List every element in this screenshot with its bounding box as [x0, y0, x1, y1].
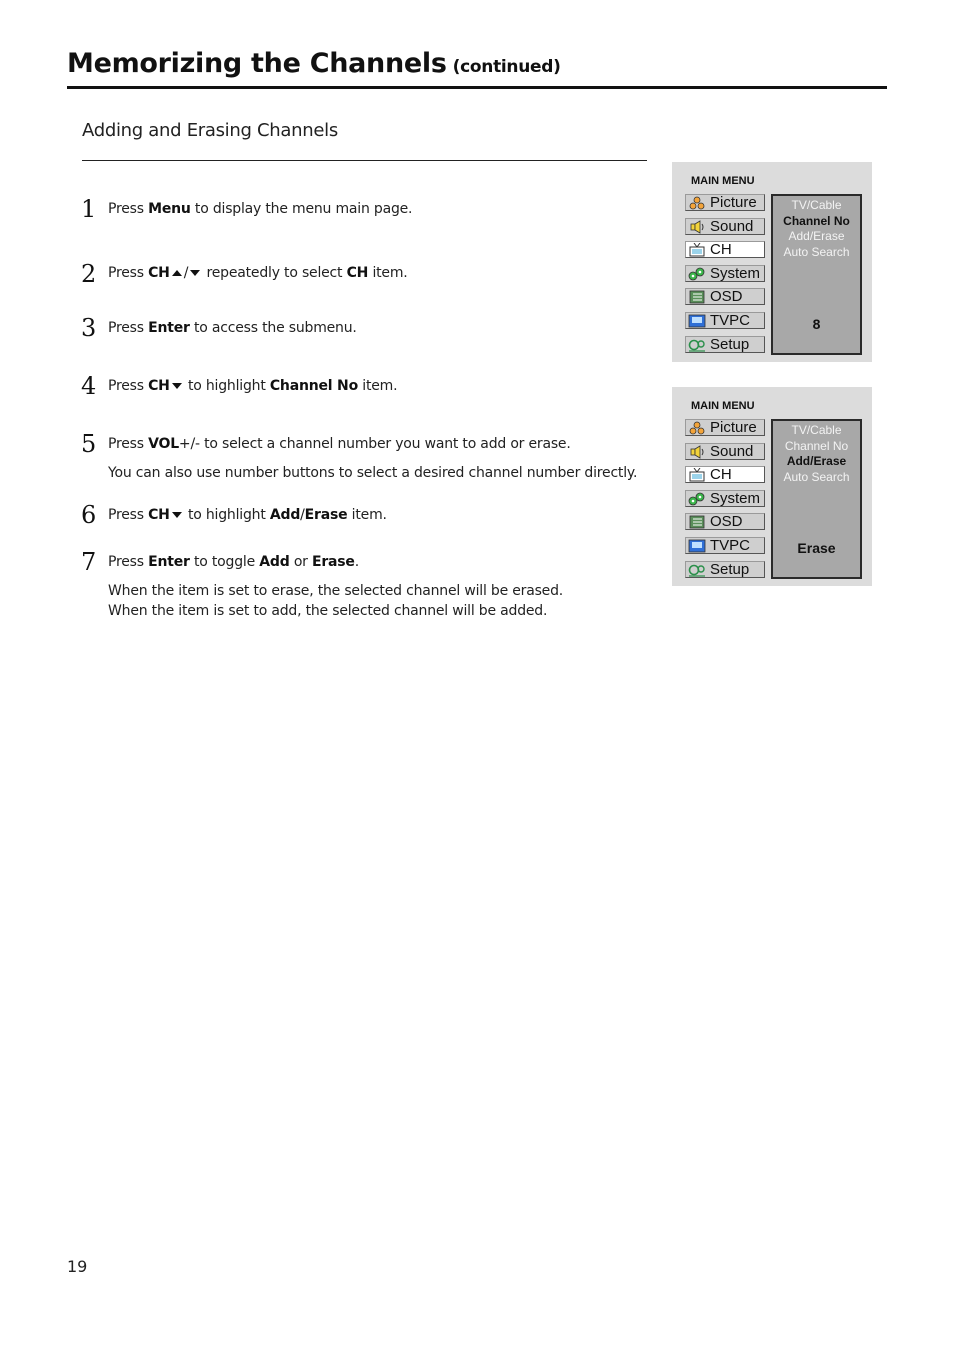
menu-item-picture[interactable]	[685, 194, 765, 211]
submenu-panel	[771, 194, 862, 355]
menu-title: MAIN MENU	[691, 400, 755, 412]
menu-item-tvpc[interactable]	[685, 537, 765, 554]
monitor-icon	[688, 314, 706, 328]
menu-item-sound[interactable]	[685, 443, 765, 460]
list-icon	[688, 290, 706, 304]
page-title	[67, 48, 561, 79]
step-text: Press VOL+/- to select a channel number you want to add or erase.	[108, 436, 571, 452]
menu-item-list	[685, 419, 765, 584]
monitor-icon	[688, 539, 706, 553]
menu-item-sound[interactable]	[685, 218, 765, 235]
menu-item-osd[interactable]	[685, 288, 765, 305]
submenu-item[interactable]: Channel No	[783, 213, 850, 228]
step-text: Press Enter to access the submenu.	[108, 320, 357, 336]
section-rule	[82, 160, 647, 161]
menu-item-label: TVPC	[710, 536, 751, 554]
menu-item-label: Setup	[710, 560, 750, 578]
step-text: Press CH / repeatedly to select CH item.	[108, 265, 408, 281]
arrow-down-icon	[172, 512, 182, 518]
step-number: 4	[81, 372, 97, 400]
menu-screenshot	[672, 162, 872, 362]
speaker-icon	[688, 220, 706, 234]
step-number: 5	[81, 430, 97, 458]
menu-title: MAIN MENU	[691, 175, 755, 187]
step-text: Press CH to highlight Channel No item.	[108, 378, 398, 394]
step-text: Press Menu to display the menu main page.	[108, 201, 413, 217]
submenu-item[interactable]: TV/Cable	[791, 198, 842, 212]
list-icon	[688, 515, 706, 529]
menu-item-label: Sound	[710, 217, 754, 235]
title-text: Memorizing the Channels	[67, 48, 447, 79]
menu-item-label: TVPC	[710, 311, 751, 329]
step-number: 2	[81, 260, 97, 288]
menu-item-label: OSD	[710, 288, 743, 306]
submenu-value: Erase	[797, 540, 836, 556]
section-title: Adding and Erasing Channels	[82, 120, 338, 141]
step-number: 6	[81, 501, 97, 529]
gears-icon	[688, 267, 706, 281]
title-continued: (continued)	[452, 57, 561, 77]
gears-icon	[688, 492, 706, 506]
submenu-item[interactable]: Auto Search	[783, 469, 850, 484]
arrow-down-icon	[172, 383, 182, 389]
step-note: You can also use number buttons to select a desired channel number directly.	[108, 465, 638, 481]
menu-item-label: Picture	[710, 419, 757, 436]
setup-icon	[688, 563, 706, 577]
menu-item-ch[interactable]	[685, 241, 765, 258]
menu-item-label: CH	[710, 466, 732, 484]
step-number: 3	[81, 314, 97, 342]
setup-icon	[688, 338, 706, 352]
arrow-up-icon	[172, 270, 182, 276]
submenu-item[interactable]: Channel No	[784, 438, 849, 453]
menu-item-label: Setup	[710, 335, 750, 353]
tv-icon	[688, 243, 706, 257]
step-number: 7	[81, 548, 97, 576]
menu-item-label: System	[710, 489, 761, 507]
submenu-item[interactable]: Auto Search	[783, 244, 850, 259]
menu-screenshot	[672, 387, 872, 586]
step-note: When the item is set to erase, the selected channel will be erased.	[108, 583, 564, 599]
menu-item-setup[interactable]	[685, 561, 765, 578]
menu-item-ch[interactable]	[685, 466, 765, 483]
menu-item-list	[685, 194, 765, 359]
menu-item-osd[interactable]	[685, 513, 765, 530]
speaker-icon	[688, 445, 706, 459]
menu-item-tvpc[interactable]	[685, 312, 765, 329]
people-icon	[688, 196, 706, 210]
people-icon	[688, 421, 706, 435]
menu-item-system[interactable]	[685, 490, 765, 507]
menu-item-setup[interactable]	[685, 336, 765, 353]
title-rule	[67, 86, 887, 89]
submenu-value: 8	[812, 316, 821, 332]
step-text: Press CH to highlight Add/Erase item.	[108, 507, 387, 523]
menu-item-label: Picture	[710, 194, 757, 211]
page-number: 19	[67, 1257, 88, 1276]
menu-item-label: OSD	[710, 513, 743, 531]
step-number: 1	[81, 195, 97, 223]
menu-item-label: System	[710, 264, 761, 282]
submenu-item[interactable]: Add/Erase	[788, 229, 845, 244]
submenu-panel	[771, 419, 862, 579]
submenu-item[interactable]: TV/Cable	[791, 423, 842, 437]
menu-item-picture[interactable]	[685, 419, 765, 436]
tv-icon	[688, 468, 706, 482]
step-text: Press Enter to toggle Add or Erase.	[108, 554, 359, 570]
submenu-item[interactable]: Add/Erase	[786, 454, 847, 469]
step-note: When the item is set to add, the selected channel will be added.	[108, 603, 548, 619]
menu-item-label: Sound	[710, 442, 754, 460]
menu-item-system[interactable]	[685, 265, 765, 282]
arrow-down-icon	[190, 270, 200, 276]
menu-item-label: CH	[710, 241, 732, 259]
